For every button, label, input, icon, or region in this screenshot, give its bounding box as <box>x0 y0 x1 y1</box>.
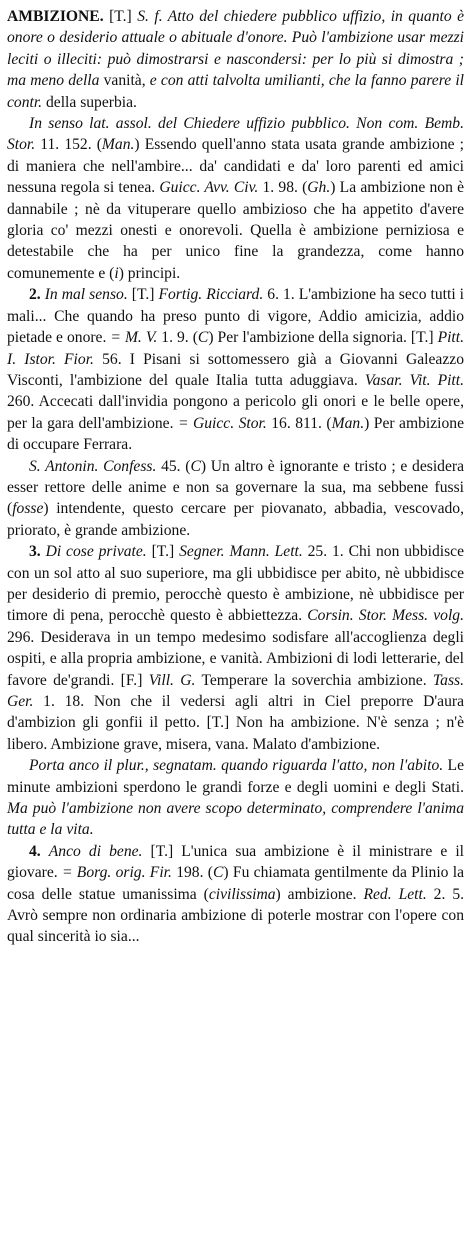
text-run: 198. ( <box>171 864 213 882</box>
italic-text-run: civilissima <box>208 885 276 903</box>
italic-text-run: Pitt. I. Istor. Fior. <box>7 329 464 368</box>
text-run: 1. 9. ( <box>157 329 198 347</box>
italic-text-run: e con atti talvolta umilianti, che la fanno parere il contr. <box>7 72 464 111</box>
bold-text-run: 4. <box>29 842 49 860</box>
italic-text-run: Anco di bene. <box>48 842 143 860</box>
italic-text-run: C <box>197 329 209 347</box>
italic-text-run: Vill. G. <box>148 671 196 689</box>
entry-paragraph <box>7 113 464 284</box>
text-run: vanità, <box>99 72 150 90</box>
italic-text-run: C <box>190 457 201 475</box>
text-run: ) Essendo quell'anno stata usata grande ambizione ; di maniera che nell'ambire... da' candidati e da' loro parenti ed amici nessuna regola si tenea. <box>7 136 464 197</box>
text-run: 16. 811. ( <box>266 414 332 432</box>
entry-paragraph <box>7 841 464 948</box>
italic-text-run: Man. <box>101 136 135 154</box>
italic-text-run: C <box>213 864 224 882</box>
text-run: ) intendente, questo cercare per piovanato, abbadia, vescovado, priorato, è grande ambizione. <box>7 500 464 539</box>
italic-text-run: Tass. Ger. <box>7 671 464 710</box>
italic-text-run: Segner. Mann. Lett. <box>179 543 303 561</box>
italic-text-run: Vasar. Vit. Pitt. <box>364 371 464 389</box>
text-run: ) Per l'ambizione della signoria. [T.] <box>208 329 438 347</box>
italic-text-run: Corsin. Stor. Mess. volg. <box>307 607 464 625</box>
text-run: [T.] <box>127 286 159 304</box>
italic-text-run: Guicc. Avv. Civ. <box>159 179 259 197</box>
italic-text-run: Man. <box>331 414 365 432</box>
italic-text-run: Gh. <box>307 179 331 197</box>
bold-text-run: AMBIZIONE. <box>7 8 104 25</box>
dictionary-entry-ambizione <box>7 6 464 948</box>
text-run: ) Un altro è ignorante e tristo ; e desidera esser rettore delle anime e non sa governare la sua, ma sebbene fussi ( <box>7 457 464 518</box>
italic-text-run: Ma può l'ambizione non avere scopo determinato, comprendere l'anima tutta e la vita. <box>7 800 464 839</box>
italic-text-run: Porta anco il plur., segnatam. quando riguarda l'atto, non l'abito. <box>29 757 444 775</box>
text-run: 296. Desiderava in un tempo medesimo sodisfare all'accoglienza degli ospiti, e alla propria ambizione, e vanità. Ambizioni di lodi letterarie, del favore de'grandi. [F.] <box>7 628 464 689</box>
bold-text-run: 2. <box>29 286 45 304</box>
italic-text-run: Di cose private. <box>45 543 147 561</box>
text-run: 11. 152. ( <box>35 136 102 154</box>
text-run: [T.] <box>103 8 138 25</box>
italic-text-run: S. Antonin. Confess. <box>29 457 157 475</box>
text-run: della superbia. <box>42 93 137 111</box>
text-run: 6. 1. L'ambizione ha seco tutti i mali... Che quando ha preso punto di vigore, Addio amicizia, addio pietade e onore. <box>7 286 465 347</box>
italic-text-run: S. f. Atto del chiedere pubblico uffizio, in quanto è onore o desiderio attuale o abituale d'onore. Può l'ambizione usar mezzi leciti o illeciti: può dimostrarsi e nascondersi: per lo più si dimostra ; ma meno della <box>7 8 465 90</box>
text-run: Le minute ambizioni sperdono le grandi forze e degli uomini e degli Stati. <box>7 757 464 796</box>
italic-text-run: = Borg. orig. Fir. <box>61 864 172 882</box>
entry-paragraph <box>7 6 464 113</box>
entry-paragraph <box>7 541 464 755</box>
text-run: 2. 5. Avrò sempre non ordinaria ambizione di poterle mostrar con l'opere con qual sincerità io sia... <box>7 885 465 946</box>
text-run: 1. 98. ( <box>258 179 308 197</box>
italic-text-run: fosse <box>12 500 44 518</box>
text-run: 260. Accecati dall'invidia pongono a pericolo gli onori e le belle opere, per la gara dell'ambizione. <box>7 393 464 432</box>
italic-text-run: = M. V. <box>110 329 158 347</box>
text-run: 1. 18. Non che il vedersi agli altri in Ciel preporre D'aura d'ambizion gli gonfii il petto. [T.] Non ha ambizione. N'è senza ; n'è libero. Ambizione grave, misera, vana. Malato d'ambizione. <box>7 693 464 753</box>
italic-text-run: In mal senso. <box>44 286 128 304</box>
text-run: [T.] <box>146 543 180 561</box>
entry-paragraph <box>7 755 464 841</box>
text-run: ) Fu chiamata gentilmente da Plinio la cosa delle statue umanissima ( <box>7 864 465 903</box>
text-run: [T.] L'unica sua ambizione è il ministrare e il giovare. <box>7 842 464 882</box>
text-run: 25. 1. Chi non ubbidisce con un sol atto al suo superiore, ma gli ubbidisce per abito, nè ubbidisce per desiderio di premio, perocchè questo è ambizione, nè ubbidisce per timore di pena, perocchè questo è abbiettezza. <box>7 543 464 625</box>
text-run: Temperare la soverchia ambizione. <box>195 671 433 689</box>
text-run: ) Per ambizione di occupare Ferrara. <box>7 414 464 454</box>
entry-paragraph <box>7 284 464 455</box>
italic-text-run: Red. Lett. <box>363 885 427 903</box>
text-run: ) principi. <box>118 264 181 282</box>
italic-text-run: = Guicc. Stor. <box>177 414 267 432</box>
bold-text-run: 3. <box>29 543 46 561</box>
italic-text-run: i <box>114 264 119 282</box>
text-run: ) La ambizione non è dannabile ; nè da vituperare quello ambizioso che ha appetito d'avere gloria co' mezzi onesti e onorevoli. Quella è ambizione perniziosa e detestabile che ha per unico fine la grandezza, come hanno comunemente e ( <box>7 179 464 282</box>
text-run: ) ambizione. <box>275 885 364 903</box>
italic-text-run: In senso lat. assol. del Chiedere uffizio pubblico. Non com. Bemb. Stor. <box>7 115 464 154</box>
entry-paragraph <box>7 456 464 542</box>
text-run: 45. ( <box>156 457 191 475</box>
text-run: 56. I Pisani si sottomessero già a Giovanni Galeazzo Visconti, l'ambizione del quale Italia tutta aduggiava. <box>7 350 464 389</box>
italic-text-run: Fortig. Ricciard. <box>158 286 264 304</box>
